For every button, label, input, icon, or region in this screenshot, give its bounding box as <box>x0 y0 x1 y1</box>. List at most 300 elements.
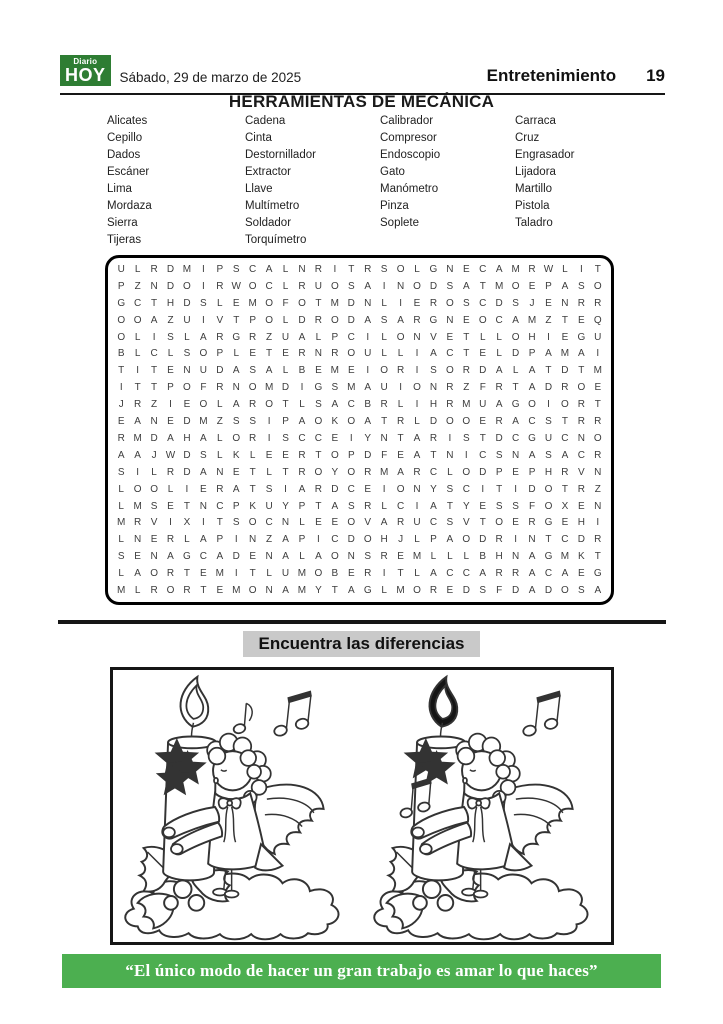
grid-letter: I <box>464 449 468 461</box>
grid-letter: I <box>596 517 600 529</box>
grid-letter: A <box>117 449 125 461</box>
grid-letter: U <box>199 365 207 377</box>
grid-letter: O <box>462 534 471 546</box>
grid-letter: P <box>331 331 339 343</box>
grid-letter: P <box>430 534 437 546</box>
word-list-item: Engrasador <box>515 149 575 161</box>
grid-letter: I <box>481 483 485 495</box>
grid-letter: A <box>512 416 519 428</box>
grid-letter: Y <box>331 466 339 478</box>
grid-letter: I <box>136 466 140 478</box>
grid-letter: J <box>529 297 535 309</box>
grid-letter: C <box>577 449 585 461</box>
grid-letter: A <box>134 568 141 580</box>
grid-letter: M <box>232 585 241 597</box>
grid-letter: L <box>447 551 453 563</box>
grid-letter: C <box>396 500 405 512</box>
grid-letter: P <box>298 500 306 512</box>
differences-image-box <box>110 667 614 945</box>
grid-letter: U <box>380 382 388 394</box>
grid-letter: M <box>347 382 356 394</box>
grid-letter: T <box>249 483 256 495</box>
grid-letter: R <box>396 365 405 377</box>
grid-letter: Y <box>462 500 470 512</box>
grid-letter: E <box>200 568 207 580</box>
grid-letter: O <box>150 483 158 495</box>
word-list-item: Extractor <box>245 166 292 178</box>
grid-letter: E <box>183 399 191 411</box>
grid-letter: Z <box>594 483 601 495</box>
grid-letter: P <box>167 382 174 394</box>
grid-letter: A <box>364 416 372 428</box>
grid-letter: R <box>134 399 142 411</box>
grid-letter: L <box>414 568 420 580</box>
word-list-column <box>380 113 515 249</box>
grid-letter: T <box>594 551 601 563</box>
grid-letter: L <box>134 585 141 597</box>
grid-letter: I <box>185 483 189 495</box>
grid-letter: L <box>167 348 174 360</box>
grid-letter: I <box>234 534 238 546</box>
grid-letter: N <box>265 585 273 597</box>
grid-letter: E <box>397 551 404 563</box>
grid-letter: T <box>118 365 125 377</box>
grid-letter: G <box>544 551 553 563</box>
grid-letter: M <box>560 348 570 360</box>
grid-letter: N <box>594 466 602 478</box>
grid-letter: S <box>347 500 355 512</box>
grid-letter: E <box>594 382 602 394</box>
grid-letter: I <box>382 280 386 292</box>
grid-letter: L <box>479 331 486 343</box>
grid-letter: E <box>462 314 470 326</box>
grid-letter: A <box>331 500 339 512</box>
grid-letter: T <box>561 483 568 495</box>
grid-letter: T <box>315 297 322 309</box>
third-star-icon <box>169 774 180 785</box>
grid-letter: T <box>397 568 404 580</box>
grid-letter: L <box>184 534 190 546</box>
grid-letter: M <box>527 314 537 326</box>
grid-letter: D <box>561 365 569 377</box>
word-list-item: Pistola <box>515 200 550 212</box>
grid-letter: H <box>495 551 503 563</box>
grid-letter: A <box>216 551 224 563</box>
grid-letter: T <box>594 263 601 275</box>
grid-letter: D <box>166 280 175 292</box>
grid-letter: L <box>512 365 519 377</box>
grid-letter: L <box>184 331 190 343</box>
grid-letter: T <box>397 432 404 444</box>
word-list-item: Soldador <box>245 217 292 229</box>
grid-letter: O <box>330 314 339 326</box>
grid-letter: I <box>415 399 419 411</box>
grid-letter: L <box>414 416 420 428</box>
grid-letter: D <box>183 297 191 309</box>
grid-letter: R <box>166 466 175 478</box>
grid-letter: J <box>118 399 124 411</box>
grid-letter: H <box>429 399 438 411</box>
grid-letter: N <box>429 382 438 394</box>
grid-letter: L <box>167 483 174 495</box>
grid-letter: Z <box>463 382 470 394</box>
grid-letter: A <box>200 466 207 478</box>
grid-letter: A <box>265 365 273 377</box>
grid-letter: I <box>596 348 600 360</box>
differences-heading-wrap <box>0 631 723 657</box>
issue-date: Sábado, 29 de marzo de 2025 <box>119 70 302 85</box>
grid-letter: L <box>397 399 404 411</box>
grid-letter: B <box>117 348 125 360</box>
grid-letter: T <box>331 585 338 597</box>
grid-letter: M <box>330 297 340 309</box>
grid-letter: A <box>232 483 240 495</box>
grid-letter: T <box>479 280 486 292</box>
grid-letter: D <box>232 551 240 563</box>
grid-letter: E <box>479 348 487 360</box>
grid-letter: D <box>479 534 487 546</box>
grid-letter: A <box>413 449 421 461</box>
grid-letter: P <box>495 466 503 478</box>
grid-letter: P <box>249 314 256 326</box>
grid-letter: R <box>380 399 388 411</box>
grid-letter: I <box>415 348 419 360</box>
grid-letter: O <box>511 280 520 292</box>
grid-letter: C <box>265 280 273 292</box>
grid-letter: L <box>315 331 322 343</box>
grid-letter: C <box>134 297 142 309</box>
word-list-item: Manómetro <box>380 183 439 195</box>
grid-letter: H <box>544 466 553 478</box>
grid-letter: I <box>317 534 320 546</box>
grid-letter: R <box>594 416 602 428</box>
grid-letter: O <box>248 280 257 292</box>
grid-letter: S <box>545 449 552 461</box>
grid-letter: M <box>462 399 471 411</box>
grid-letter: A <box>528 585 536 597</box>
grid-letter: L <box>217 297 223 309</box>
grid-letter: C <box>462 568 470 580</box>
grid-letter: E <box>578 568 585 580</box>
grid-letter: G <box>593 568 602 580</box>
grid-letter: S <box>380 314 388 326</box>
grid-letter: A <box>397 466 404 478</box>
grid-letter: R <box>298 348 306 360</box>
grid-letter: N <box>199 500 207 512</box>
grid-letter: E <box>347 568 355 580</box>
grid-letter: T <box>561 314 568 326</box>
grid-letter: R <box>216 280 224 292</box>
grid-letter: S <box>232 416 240 428</box>
grid-letter: T <box>496 483 503 495</box>
grid-letter: A <box>282 585 289 597</box>
grid-letter: I <box>514 534 517 546</box>
grid-letter: M <box>593 365 602 377</box>
grid-letter: I <box>201 517 205 529</box>
grid-letter: P <box>298 534 306 546</box>
grid-letter: L <box>151 466 157 478</box>
grid-letter: D <box>462 585 470 597</box>
grid-letter: S <box>347 280 355 292</box>
grid-letter: S <box>479 585 487 597</box>
grid-letter: T <box>463 348 470 360</box>
grid-letter: A <box>413 432 421 444</box>
grid-letter: R <box>577 399 585 411</box>
grid-letter: M <box>379 466 389 478</box>
grid-letter: C <box>462 483 470 495</box>
grid-letter: S <box>512 500 519 512</box>
grid-letter: A <box>561 449 569 461</box>
grid-letter: A <box>298 416 306 428</box>
grid-letter: I <box>349 432 353 444</box>
grid-letter: N <box>314 348 323 360</box>
grid-letter: N <box>183 365 191 377</box>
quote-banner <box>62 954 661 988</box>
grid-letter: N <box>511 551 520 563</box>
grid-letter: A <box>512 314 519 326</box>
grid-letter: F <box>528 500 536 512</box>
grid-letter: T <box>446 500 453 512</box>
grid-letter: O <box>133 483 142 495</box>
wordsearch-title: HERRAMIENTAS DE MECÁNICA <box>228 92 495 111</box>
grid-letter: C <box>265 517 273 529</box>
grid-letter: I <box>119 382 123 394</box>
grid-letter: L <box>134 331 141 343</box>
grid-letter: D <box>347 534 355 546</box>
grid-letter: N <box>281 517 290 529</box>
grid-letter: X <box>183 517 191 529</box>
grid-letter: R <box>446 382 454 394</box>
differences-heading: Encuentra las diferencias <box>243 631 481 657</box>
grid-letter: M <box>199 416 208 428</box>
grid-letter: G <box>117 297 126 309</box>
single-note-icon <box>233 703 253 734</box>
grid-letter: Z <box>151 399 158 411</box>
word-list-item: Pinza <box>380 200 409 212</box>
grid-letter: R <box>594 449 602 461</box>
grid-letter: N <box>249 534 257 546</box>
grid-letter: O <box>511 331 520 343</box>
grid-letter: E <box>512 517 519 529</box>
grid-letter: I <box>399 297 402 309</box>
grid-letter: R <box>298 449 306 461</box>
grid-letter: O <box>199 348 208 360</box>
grid-letter: R <box>314 263 323 275</box>
grid-letter: R <box>150 585 158 597</box>
grid-letter: R <box>216 331 224 343</box>
grid-letter: L <box>430 551 437 563</box>
grid-letter: E <box>282 348 289 360</box>
grid-letter: A <box>200 534 207 546</box>
grid-letter: O <box>445 365 454 377</box>
grid-letter: O <box>561 585 569 597</box>
word-list-item: Calibrador <box>380 115 434 127</box>
grid-letter: E <box>150 534 158 546</box>
grid-letter: T <box>151 365 158 377</box>
word-list-item: Lijadora <box>515 166 556 178</box>
grid-letter: N <box>446 263 454 275</box>
grid-letter: L <box>381 331 387 343</box>
grid-letter: O <box>478 314 487 326</box>
grid-letter: C <box>347 483 355 495</box>
grid-letter: P <box>528 348 536 360</box>
grid-letter: D <box>183 449 191 461</box>
grid-letter: M <box>297 585 307 597</box>
grid-letter: C <box>429 517 438 529</box>
grid-letter: G <box>429 314 438 326</box>
grid-letter: I <box>267 416 271 428</box>
grid-letter: C <box>216 500 224 512</box>
word-list-item: Sierra <box>107 217 138 229</box>
grid-letter: I <box>136 365 140 377</box>
grid-letter: S <box>446 280 454 292</box>
grid-letter: R <box>495 568 503 580</box>
grid-letter: Q <box>593 314 602 326</box>
grid-letter: T <box>545 365 552 377</box>
grid-letter: G <box>544 517 553 529</box>
grid-letter: A <box>528 449 536 461</box>
grid-letter: O <box>265 399 273 411</box>
grid-letter: R <box>314 314 323 326</box>
grid-letter: L <box>381 348 387 360</box>
grid-letter: N <box>594 500 602 512</box>
grid-letter: L <box>414 534 420 546</box>
grid-letter: R <box>462 365 470 377</box>
grid-letter: U <box>281 331 290 343</box>
grid-letter: I <box>169 517 172 529</box>
grid-letter: E <box>331 432 339 444</box>
grid-letter: S <box>495 500 503 512</box>
grid-letter: T <box>134 382 141 394</box>
grid-letter: L <box>299 399 305 411</box>
grid-letter: I <box>201 263 205 275</box>
grid-letter: D <box>544 382 553 394</box>
grid-letter: S <box>167 331 174 343</box>
grid-letter: O <box>544 500 553 512</box>
grid-letter: O <box>445 297 454 309</box>
grid-letter: E <box>167 500 174 512</box>
grid-letter: N <box>446 314 454 326</box>
word-list-item: Cruz <box>515 132 540 144</box>
grid-letter: L <box>282 280 289 292</box>
grid-letter: R <box>528 517 536 529</box>
wordsearch-word-list <box>107 113 574 249</box>
grid-letter: A <box>167 432 174 444</box>
grid-letter: M <box>248 297 257 309</box>
grid-letter: M <box>511 263 520 275</box>
grid-letter: E <box>479 416 487 428</box>
grid-letter: R <box>150 263 158 275</box>
grid-letter: R <box>216 382 224 394</box>
word-list-item: Destornillador <box>245 149 316 161</box>
grid-letter: Z <box>134 280 141 292</box>
word-list-item: Taladro <box>515 217 553 229</box>
grid-letter: Z <box>167 314 174 326</box>
grid-letter: N <box>380 432 388 444</box>
grid-letter: R <box>429 585 438 597</box>
grid-letter: R <box>298 280 306 292</box>
grid-letter: L <box>118 483 124 495</box>
grid-letter: P <box>545 280 552 292</box>
grid-letter: P <box>216 534 224 546</box>
grid-letter: L <box>266 568 272 580</box>
grid-letter: I <box>366 331 370 343</box>
grid-letter: S <box>495 449 503 461</box>
word-list-column <box>245 113 380 249</box>
grid-letter: A <box>528 551 536 563</box>
word-list-item: Alicates <box>107 115 148 127</box>
diario-hoy-logo <box>60 55 111 86</box>
grid-letter: C <box>249 263 257 275</box>
grid-letter: E <box>578 500 585 512</box>
grid-letter: O <box>265 314 273 326</box>
grid-letter: O <box>314 568 323 580</box>
grid-letter: D <box>298 314 306 326</box>
grid-letter: J <box>398 534 404 546</box>
grid-letter: C <box>446 568 454 580</box>
grid-letter: K <box>331 416 339 428</box>
grid-letter: R <box>413 314 421 326</box>
grid-letter: V <box>216 314 224 326</box>
grid-letter: U <box>364 348 372 360</box>
grid-letter: O <box>248 517 257 529</box>
grid-letter: R <box>314 483 323 495</box>
grid-letter: A <box>134 449 141 461</box>
grid-letter: P <box>232 500 240 512</box>
grid-letter: T <box>348 263 355 275</box>
grid-letter: E <box>462 263 470 275</box>
grid-letter: K <box>249 500 256 512</box>
grid-letter: O <box>117 314 126 326</box>
grid-letter: O <box>495 517 504 529</box>
grid-letter: G <box>577 331 586 343</box>
grid-letter: I <box>366 365 370 377</box>
grid-letter: S <box>462 432 470 444</box>
grid-letter: A <box>594 585 602 597</box>
grid-letter: O <box>314 416 323 428</box>
grid-letter: A <box>561 280 569 292</box>
grid-letter: N <box>413 331 421 343</box>
grid-letter: B <box>364 399 372 411</box>
grid-letter: M <box>264 382 274 394</box>
grid-letter: L <box>282 365 289 377</box>
grid-letter: N <box>265 551 273 563</box>
grid-letter: X <box>561 500 569 512</box>
grid-letter: C <box>561 432 569 444</box>
grid-letter: N <box>511 449 520 461</box>
grid-letter: R <box>364 500 372 512</box>
grid-letter: H <box>380 534 388 546</box>
grid-letter: R <box>561 382 569 394</box>
word-list-item: Martillo <box>515 183 553 195</box>
grid-letter: G <box>314 382 323 394</box>
grid-letter: A <box>545 348 552 360</box>
grid-letter: M <box>330 365 340 377</box>
grid-letter: R <box>495 416 503 428</box>
grid-letter: A <box>479 568 487 580</box>
grid-letter: N <box>396 280 405 292</box>
quote-text: “El único modo de hacer un gran trabajo es amar lo que haces” <box>125 961 598 980</box>
grid-letter: Y <box>282 500 289 512</box>
page-number: 19 <box>646 66 665 85</box>
grid-letter: A <box>232 365 240 377</box>
grid-letter: D <box>183 416 191 428</box>
grid-letter: S <box>249 365 256 377</box>
grid-letter: V <box>578 466 585 478</box>
grid-letter: L <box>282 314 289 326</box>
grid-letter: O <box>347 416 356 428</box>
grid-letter: A <box>430 500 437 512</box>
